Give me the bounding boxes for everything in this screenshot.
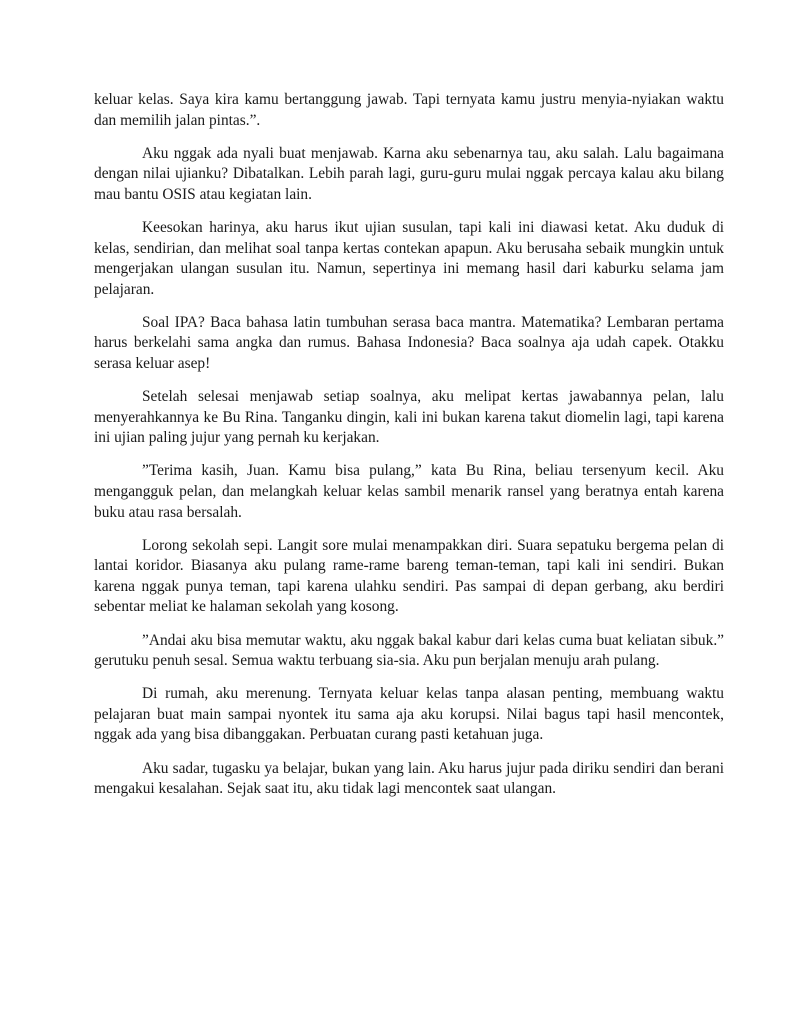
paragraph-10: Aku sadar, tugasku ya belajar, bukan yang lain. Aku harus jujur pada diriku sendiri dan berani mengakui kesalahan. Sejak saat itu, aku tidak lagi mencontek saat ulangan.	[94, 759, 724, 798]
paragraph-5: Setelah selesai menjawab setiap soalnya, aku melipat kertas jawabannya pelan, lalu menyerahkannya ke Bu Rina. Tanganku dingin, kali ini bukan karena takut diomelin lagi, tapi karena ini ujian paling jujur yang pernah ku kerjakan.	[94, 388, 724, 447]
paragraph-4: Soal IPA? Baca bahasa latin tumbuhan serasa baca mantra. Matematika? Lembaran pertama harus berkelahi sama angka dan rumus. Bahasa Indonesia? Baca soalnya aja udah capek. Otakku serasa keluar asep!	[94, 313, 724, 373]
paragraph-3: Keesokan harinya, aku harus ikut ujian susulan, tapi kali ini diawasi ketat. Aku duduk di kelas, sendirian, dan melihat soal tanpa kertas contekan apapun. Aku berusaha sebaik mungkin untuk mengerjakan ulangan susulan itu. Namun, sepertinya ini memang hasil dari kaburku selama jam pelajaran.	[94, 218, 724, 298]
paragraph-6: ”Terima kasih, Juan. Kamu bisa pulang,” kata Bu Rina, beliau tersenyum kecil. Aku mengangguk pelan, dan melangkah keluar kelas sambil menarik ransel yang beratnya entah karena buku atau rasa bersalah.	[94, 462, 724, 521]
paragraph-1: keluar kelas. Saya kira kamu bertanggung jawab. Tapi ternyata kamu justru menyia-nyiakan waktu dan memilih jalan pintas.”.	[94, 91, 724, 129]
story-text	[94, 90, 724, 812]
paragraph-9: Di rumah, aku merenung. Ternyata keluar kelas tanpa alasan penting, membuang waktu pelajaran buat main sampai nyontek itu sama aja aku korupsi. Nilai bagus tapi hasil mencontek, nggak ada yang bisa dibanggakan. Perbuatan curang pasti ketahuan juga.	[94, 685, 724, 744]
paragraph-2: Aku nggak ada nyali buat menjawab. Karna aku sebenarnya tau, aku salah. Lalu bagaimana dengan nilai ujianku? Dibatalkan. Lebih parah lagi, guru-guru mulai nggak percaya kalau aku bilang mau bantu OSIS atau kegiatan lain.	[94, 144, 724, 203]
paragraph-8: ”Andai aku bisa memutar waktu, aku nggak bakal kabur dari kelas cuma buat keliatan sibuk.” gerutuku penuh sesal. Semua waktu terbuang sia-sia. Aku pun berjalan menuju arah pulang.	[94, 631, 724, 670]
paragraph-7: Lorong sekolah sepi. Langit sore mulai menampakkan diri. Suara sepatuku bergema pelan di lantai koridor. Biasanya aku pulang rame-rame bareng teman-teman, tapi kali ini sendiri. Bukan karena nggak punya teman, tapi karena ulahku sendiri. Pas sampai di depan gerbang, aku berdiri sebentar meliat ke halaman sekolah yang kosong.	[94, 536, 724, 616]
